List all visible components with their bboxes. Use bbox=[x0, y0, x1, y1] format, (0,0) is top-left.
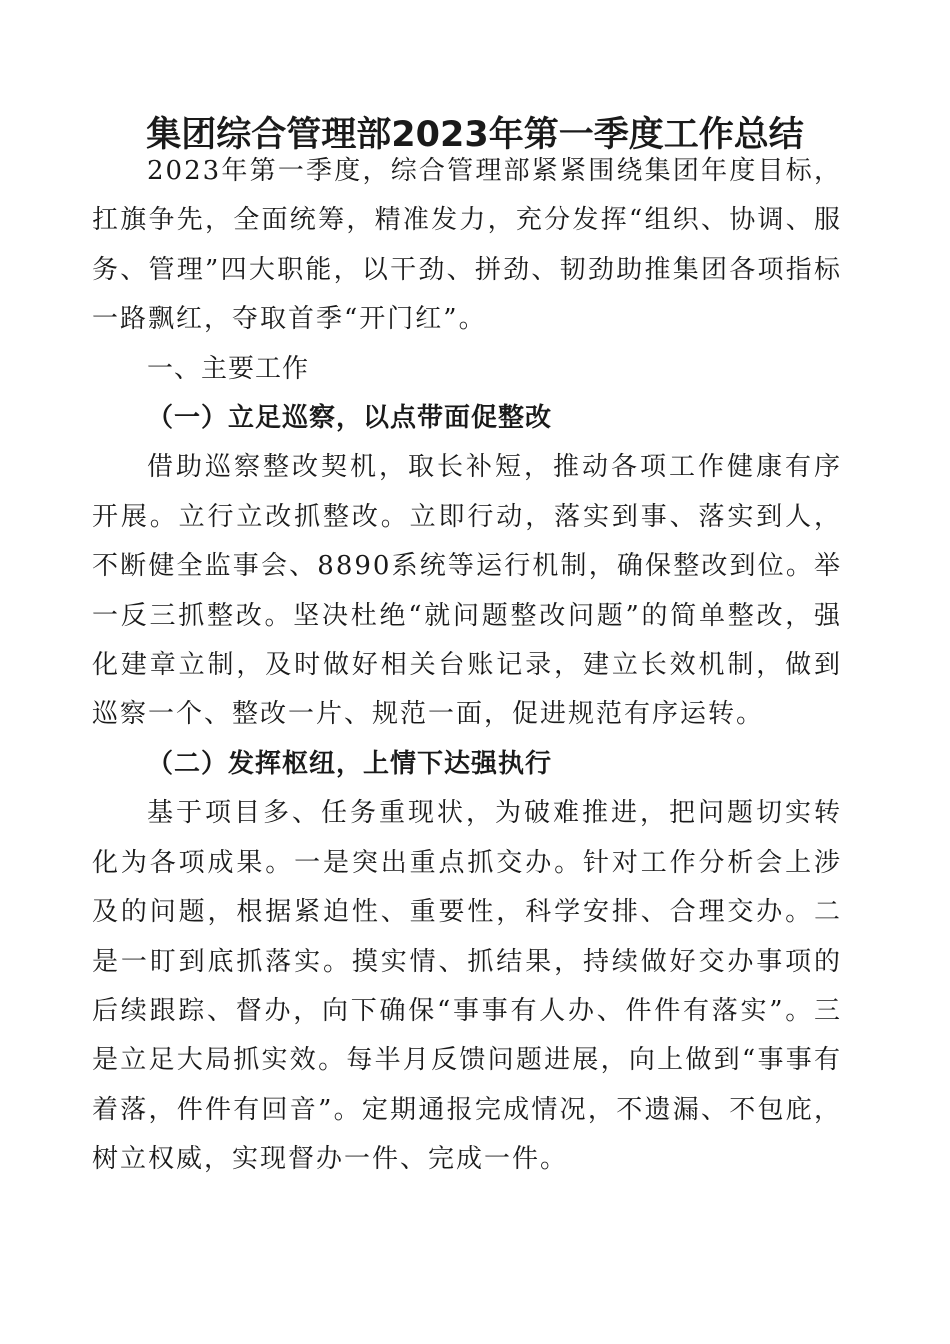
intro-paragraph: 2023年第一季度，综合管理部紧紧围绕集团年度目标，扛旗争先，全面统筹，精准发力，充分发挥“组织、协调、服务、管理”四大职能，以干劲、拼劲、韧劲助推集团各项指标一路飘红，夺取首季“开门红”。 bbox=[92, 156, 842, 335]
subsection-heading-hub: （二）发挥枢纽，上情下达强执行 bbox=[147, 748, 553, 779]
subsection-paragraph-inspection: 借助巡察整改契机，取长补短，推动各项工作健康有序开展。立行立改抓整改。立即行动，落实到事、落实到人，不断健全监事会、8890系统等运行机制，确保整改到位。举一反三抓整改。坚决杜绝“就问题整改问题”的简单整改，强化建章立制，及时做好相关台账记录，建立长效机制，做到巡察一个、整改一片、规范一面，促进规范有序运转。 bbox=[92, 452, 842, 730]
section-heading-main-work: 一、主要工作 bbox=[147, 353, 310, 384]
subsection-heading-inspection: （一）立足巡察，以点带面促整改 bbox=[147, 403, 553, 434]
subsection-paragraph-hub: 基于项目多、任务重现状，为破难推进，把问题切实转化为各项成果。一是突出重点抓交办。针对工作分析会上涉及的问题，根据紧迫性、重要性，科学安排、合理交办。二是一盯到底抓落实。摸实情、抓结果，持续做好交办事项的后续跟踪、督办，向下确保“事事有人办、件件有落实”。三是立足大局抓实效。每半月反馈问题进展，向上做到“事事有着落，件件有回音”。定期通报完成情况，不遗漏、不包庇，树立权威，实现督办一件、完成一件。 bbox=[92, 798, 842, 1175]
document-body bbox=[92, 147, 842, 1185]
document-title: 集团综合管理部2023年第一季度工作总结 bbox=[146, 115, 804, 155]
